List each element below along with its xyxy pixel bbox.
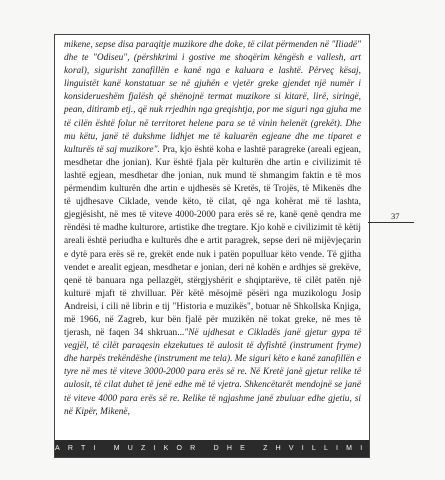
body-text [55, 35, 369, 419]
paragraph [64, 39, 361, 419]
page-number-rule [368, 222, 414, 223]
running-footer: ARTI MUZIKOR DHE ZHVILLIMI I TIJ [55, 440, 369, 457]
page-number: 37 [391, 211, 400, 221]
main-text-passage: Pra, kjo është koha e lashtë paragreke (areali egjean, mesdhetar dhe jonian). Kur është fjala për kulturën dhe artin e civilizimit të lashtë egjean, mesdhetar dhe jonian, nuk mund të shmangim faktin e të mos përmendim kulturën dhe artin e ujdhesës së Kretës, të Trojës, të Mikenës dhe të ujdhesave Ciklade, vende këto, të cilat, që nga kohërat më të lashta, gjegjësisht, në mes të viteve 4000-2000 para erës së re, kanë qenë qendra me rëndësi të madhe kulturore, artistike dhe tregtare. Kjo kohë e civilizimit të këtij areali është periudha e kulturës dhe e artit paragrek, sepse deri në mijëvjeçarin e dytë para erës së re, grekët ende nuk i patën populluar këto vende. Të gjitha vendet e arealit egjean, mesdhetar e jonian, deri në kohën e ardhjes së grekëve, qenë të banuara nga pellazgët, stërgjyshërit e shqiptarëve, të cilët patën një kulturë mjaft të zhvilluar. Për këtë mësojmë pësëri nga muzikologu Josip Andreisi, i cili në librin e tij "Historia e muzikës", botuar në Shkollska Knjiga, më 1966, në Zagreb, kur bën fjalë për muzikën në tokat greke, në mes të tjerash, në faqen 34 shkruan... [64, 144, 361, 339]
quoted-passage-italic: mikene, sepse disa paraqitje muzikore dhe doke, të cilat përmenden në "Iliadë" dhe te "Odiseu", (përshkrimi i gostive me shoqërim këngësh e vallesh, art koral), sigurisht zanafillën e kanë nga e kaluara e lashtë. Përveç kësaj, linguistët kanë konstatuar se në gjuhën e vjetër greke gjendet një numër i konsiderueshëm fjalësh që shënojnë termat muzikore si kitarë, lirë, siringë, pean, ditiramb etj., që nuk rrjedhin nga greqishtja, por me siguri nga gjuha me të cilën është folur në territoret helene para se të vinin helenët (grekët). Dhe mu këtu, janë të dukshme lidhjet me të kaluarën egjeane dhe me tiparet e kulturës të saj muzikore". [64, 40, 361, 155]
quoted-passage-italic-2: "Në ujdhesat e Cikladës janë gjetur gypa të vegjël, të cilët paraqesin ekzekutues të aulosit të dyfishtë (instrument fryme) dhe harpës trekëndëshe (instrument me tela). Me siguri këto e kanë zanafillën e tyre në mes të viteve 3000-2000 para erës së re. Në Kretë janë gjetur relike të aulosit, të cilat duhet të jenë edhe më të vjetra. Shkencëtarët mendojnë se janë të viteve 4000 para erës së re. Relike të ngjashme janë zbuluar edhe gjetiu, si në Kipër, Mikenë, [64, 328, 361, 417]
